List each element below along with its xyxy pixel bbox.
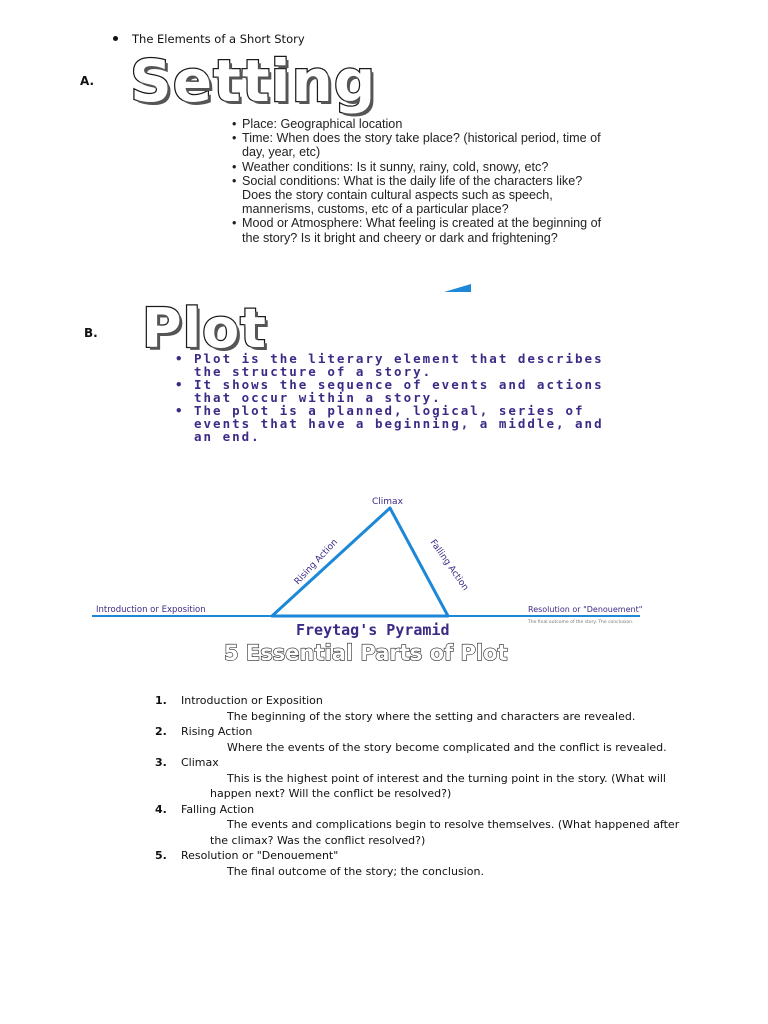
- part-description-continued: happen next? Will the conflict be resolved?): [210, 787, 452, 800]
- part-description: Where the events of the story become complicated and the conflict is revealed.: [227, 740, 667, 754]
- diagram-subtitle: 5 Essential Parts of Plot: [224, 641, 508, 665]
- plot-part-item: [155, 724, 715, 755]
- plot-part-item: [155, 755, 715, 802]
- section-a-marker: A.: [80, 74, 95, 88]
- part-number: 1.: [155, 694, 167, 707]
- plot-part-item: [155, 802, 715, 849]
- plot-item: • It shows the sequence of events and actions that occur within a story.: [175, 378, 620, 404]
- falling-action-label: Falling Action: [427, 537, 471, 593]
- exposition-label: Introduction or Exposition: [96, 605, 206, 615]
- part-number: 3.: [155, 756, 167, 769]
- setting-heading: Setting: [130, 47, 377, 115]
- plot-item: • Plot is the literary element that describes the structure of a story.: [175, 352, 620, 378]
- section-b-marker: B.: [84, 326, 98, 340]
- pyramid-title: Freytag's Pyramid: [296, 621, 450, 639]
- setting-item: • Mood or Atmosphere: What feeling is created at the beginning of the story? Is it bright and cheery or dark and frightening?: [232, 216, 612, 244]
- part-description: The events and complications begin to resolve themselves. (What happened after: [227, 818, 680, 831]
- part-title: Rising Action: [181, 725, 253, 738]
- part-number: 5.: [155, 849, 167, 862]
- climax-label: Climax: [372, 497, 403, 507]
- document-title: [113, 32, 305, 46]
- setting-item: • Social conditions: What is the daily life of the characters like? Does the story contain cultural aspects such as speech, mannerisms, customs, etc of a particular place?: [232, 174, 612, 217]
- bullet-icon: [113, 36, 118, 41]
- part-number: 4.: [155, 802, 167, 816]
- part-title: Resolution or "Denouement": [181, 849, 339, 862]
- setting-item: • Time: When does the story take place? (historical period, time of day, year, etc): [232, 131, 612, 159]
- resolution-note: The final outcome of the story. The conclusion.: [528, 620, 634, 625]
- plot-heading: Plot: [142, 297, 267, 360]
- setting-item: • Weather conditions: Is it sunny, rainy, cold, snowy, etc?: [232, 160, 612, 174]
- part-title: Introduction or Exposition: [181, 694, 323, 707]
- rising-action-label: Rising Action: [292, 537, 341, 588]
- resolution-label: Resolution or "Denouement": [528, 605, 643, 614]
- plot-part-item: [155, 848, 715, 879]
- plot-parts-list: [155, 693, 715, 879]
- part-title: Climax: [181, 756, 219, 769]
- plot-list: [175, 352, 620, 443]
- plot-part-item: [155, 693, 715, 724]
- setting-item: • Place: Geographical location: [232, 117, 612, 131]
- pyramid-triangle: [272, 508, 448, 616]
- part-description: The final outcome of the story; the conclusion.: [227, 864, 484, 878]
- document-title-text: The Elements of a Short Story: [132, 32, 305, 46]
- plot-item: • The plot is a planned, logical, series of events that have a beginning, a middle, and an end.: [175, 404, 620, 443]
- part-title: Falling Action: [181, 802, 255, 816]
- blue-corner-decoration: [444, 284, 471, 292]
- freytag-pyramid-diagram: [92, 490, 652, 675]
- part-description-continued: the climax? Was the conflict resolved?): [210, 833, 426, 847]
- part-description: This is the highest point of interest and the turning point in the story. (What will: [227, 771, 666, 785]
- setting-list: [232, 117, 612, 245]
- part-number: 2.: [155, 725, 167, 738]
- part-description: The beginning of the story where the setting and characters are revealed.: [227, 709, 636, 723]
